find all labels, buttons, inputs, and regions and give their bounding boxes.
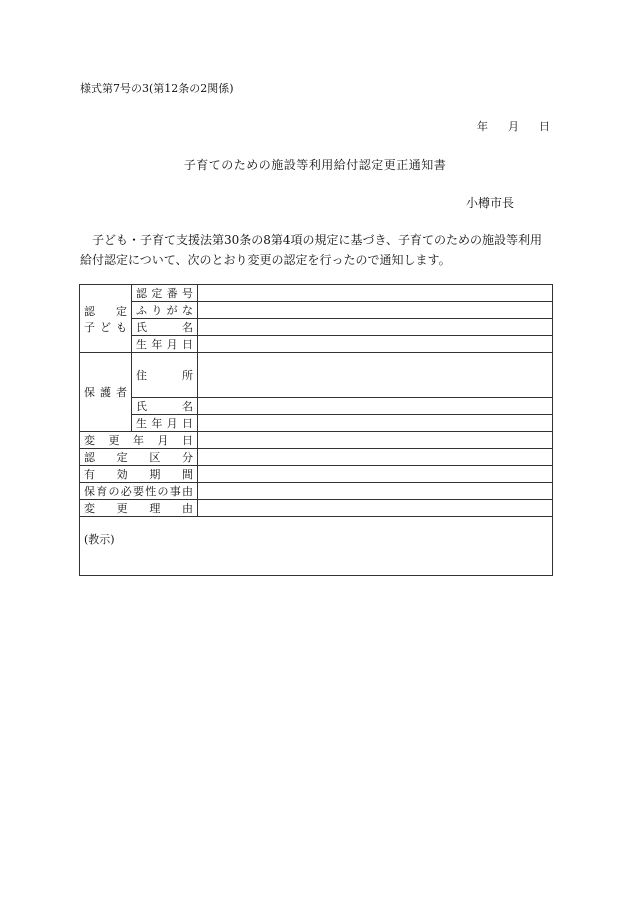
instruction-notice-label: (教示) [80, 517, 553, 576]
notice-body-text: 子ども・子育て支援法第30条の8第4項の規定に基づき、子育てのための施設等利用給付認定について、次のとおり変更の認定を行ったので通知します。 [80, 233, 543, 267]
child-cert-number-label: 認定番号 [132, 285, 198, 302]
guardian-birthdate-value [198, 415, 553, 432]
guardian-birthdate-label: 生年月日 [132, 415, 198, 432]
date-month-label: 月 [508, 120, 519, 133]
change-reason-label: 変更理由 [80, 500, 198, 517]
childcare-need-reason-label: 保育の必要性の事由 [80, 483, 198, 500]
date-year-label: 年 [477, 120, 488, 133]
table-row [80, 517, 553, 576]
change-reason-value [198, 500, 553, 517]
certification-table [79, 284, 553, 576]
child-birthdate-value [198, 336, 553, 353]
table-row [80, 432, 553, 449]
table-row [80, 449, 553, 466]
cert-category-label: 認定区分 [80, 449, 198, 466]
validity-period-label: 有効期間 [80, 466, 198, 483]
table-row [80, 302, 553, 319]
table-row [80, 466, 553, 483]
table-row [80, 415, 553, 432]
guardian-group-label: 保護者 [80, 353, 132, 432]
guardian-name-value [198, 398, 553, 415]
child-group-label-line2: 子ども [84, 320, 127, 334]
date-line [477, 118, 550, 134]
guardian-address-label: 住 所 [132, 353, 198, 398]
date-day-label: 日 [539, 120, 550, 133]
table-row [80, 353, 553, 398]
table-row [80, 285, 553, 302]
issuer-name: 小樽市長 [465, 196, 514, 210]
child-name-value [198, 319, 553, 336]
guardian-name-label: 氏 名 [132, 398, 198, 415]
child-furigana-label: ふりがな [132, 302, 198, 319]
document-title: 子育てのための施設等利用給付認定更正通知書 [183, 158, 447, 172]
child-group-label [80, 285, 132, 353]
guardian-address-value [198, 353, 553, 398]
validity-period-value [198, 466, 553, 483]
change-date-value [198, 432, 553, 449]
childcare-need-reason-value [198, 483, 553, 500]
table-row [80, 398, 553, 415]
table-row [80, 500, 553, 517]
change-date-label: 変更年月日 [80, 432, 198, 449]
child-name-label: 氏 名 [132, 319, 198, 336]
child-furigana-value [198, 302, 553, 319]
form-number: 様式第7号の3(第12条の2関係) [80, 82, 234, 95]
table-row [80, 319, 553, 336]
child-group-label-line1: 認 定 [84, 304, 127, 318]
child-birthdate-label: 生年月日 [132, 336, 198, 353]
cert-category-value [198, 449, 553, 466]
table-row [80, 336, 553, 353]
child-cert-number-value [198, 285, 553, 302]
table-row [80, 483, 553, 500]
